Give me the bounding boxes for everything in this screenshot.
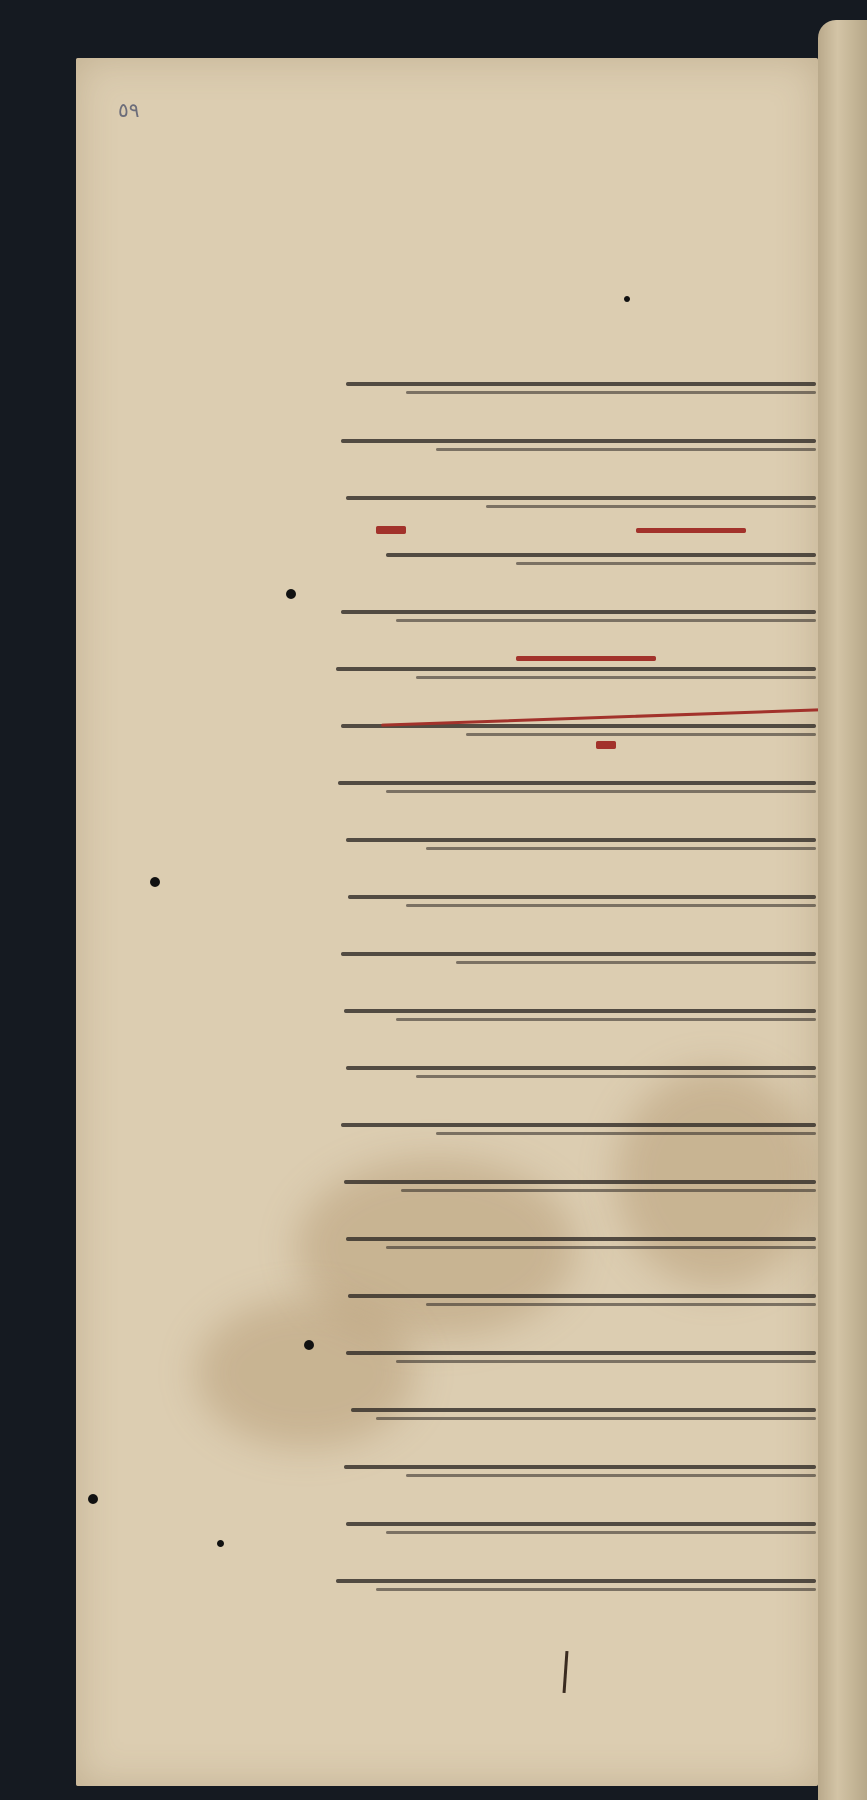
text-line xyxy=(336,1441,816,1498)
ink-dot xyxy=(217,1540,224,1547)
text-line xyxy=(336,1327,816,1384)
ink-dot xyxy=(304,1340,314,1350)
text-line xyxy=(336,1099,816,1156)
text-line xyxy=(336,1042,816,1099)
ink-dot xyxy=(150,877,160,887)
text-block xyxy=(336,358,816,1612)
text-line xyxy=(336,700,816,757)
text-line xyxy=(336,415,816,472)
text-line xyxy=(336,1555,816,1612)
manuscript-page xyxy=(76,58,818,1786)
ink-dot xyxy=(286,589,296,599)
text-line xyxy=(336,814,816,871)
next-page-edge xyxy=(818,20,867,1800)
text-line xyxy=(336,1156,816,1213)
ink-dot xyxy=(624,296,630,302)
rubric-mark xyxy=(636,528,746,533)
text-line xyxy=(336,1498,816,1555)
text-line xyxy=(336,472,816,529)
rubric-mark xyxy=(516,656,656,661)
text-line xyxy=(336,643,816,700)
rubric-mark xyxy=(376,526,406,534)
rubric-mark xyxy=(596,741,616,749)
ink-dot xyxy=(88,1494,98,1504)
text-line xyxy=(336,1384,816,1441)
text-line xyxy=(336,757,816,814)
text-line xyxy=(336,928,816,985)
text-line xyxy=(336,871,816,928)
ink-stroke xyxy=(563,1651,569,1693)
folio-number: ٥٩ xyxy=(118,98,140,122)
text-line xyxy=(336,358,816,415)
text-line xyxy=(336,586,816,643)
text-line xyxy=(336,1270,816,1327)
text-line xyxy=(336,529,816,586)
text-line xyxy=(336,1213,816,1270)
text-line xyxy=(336,985,816,1042)
